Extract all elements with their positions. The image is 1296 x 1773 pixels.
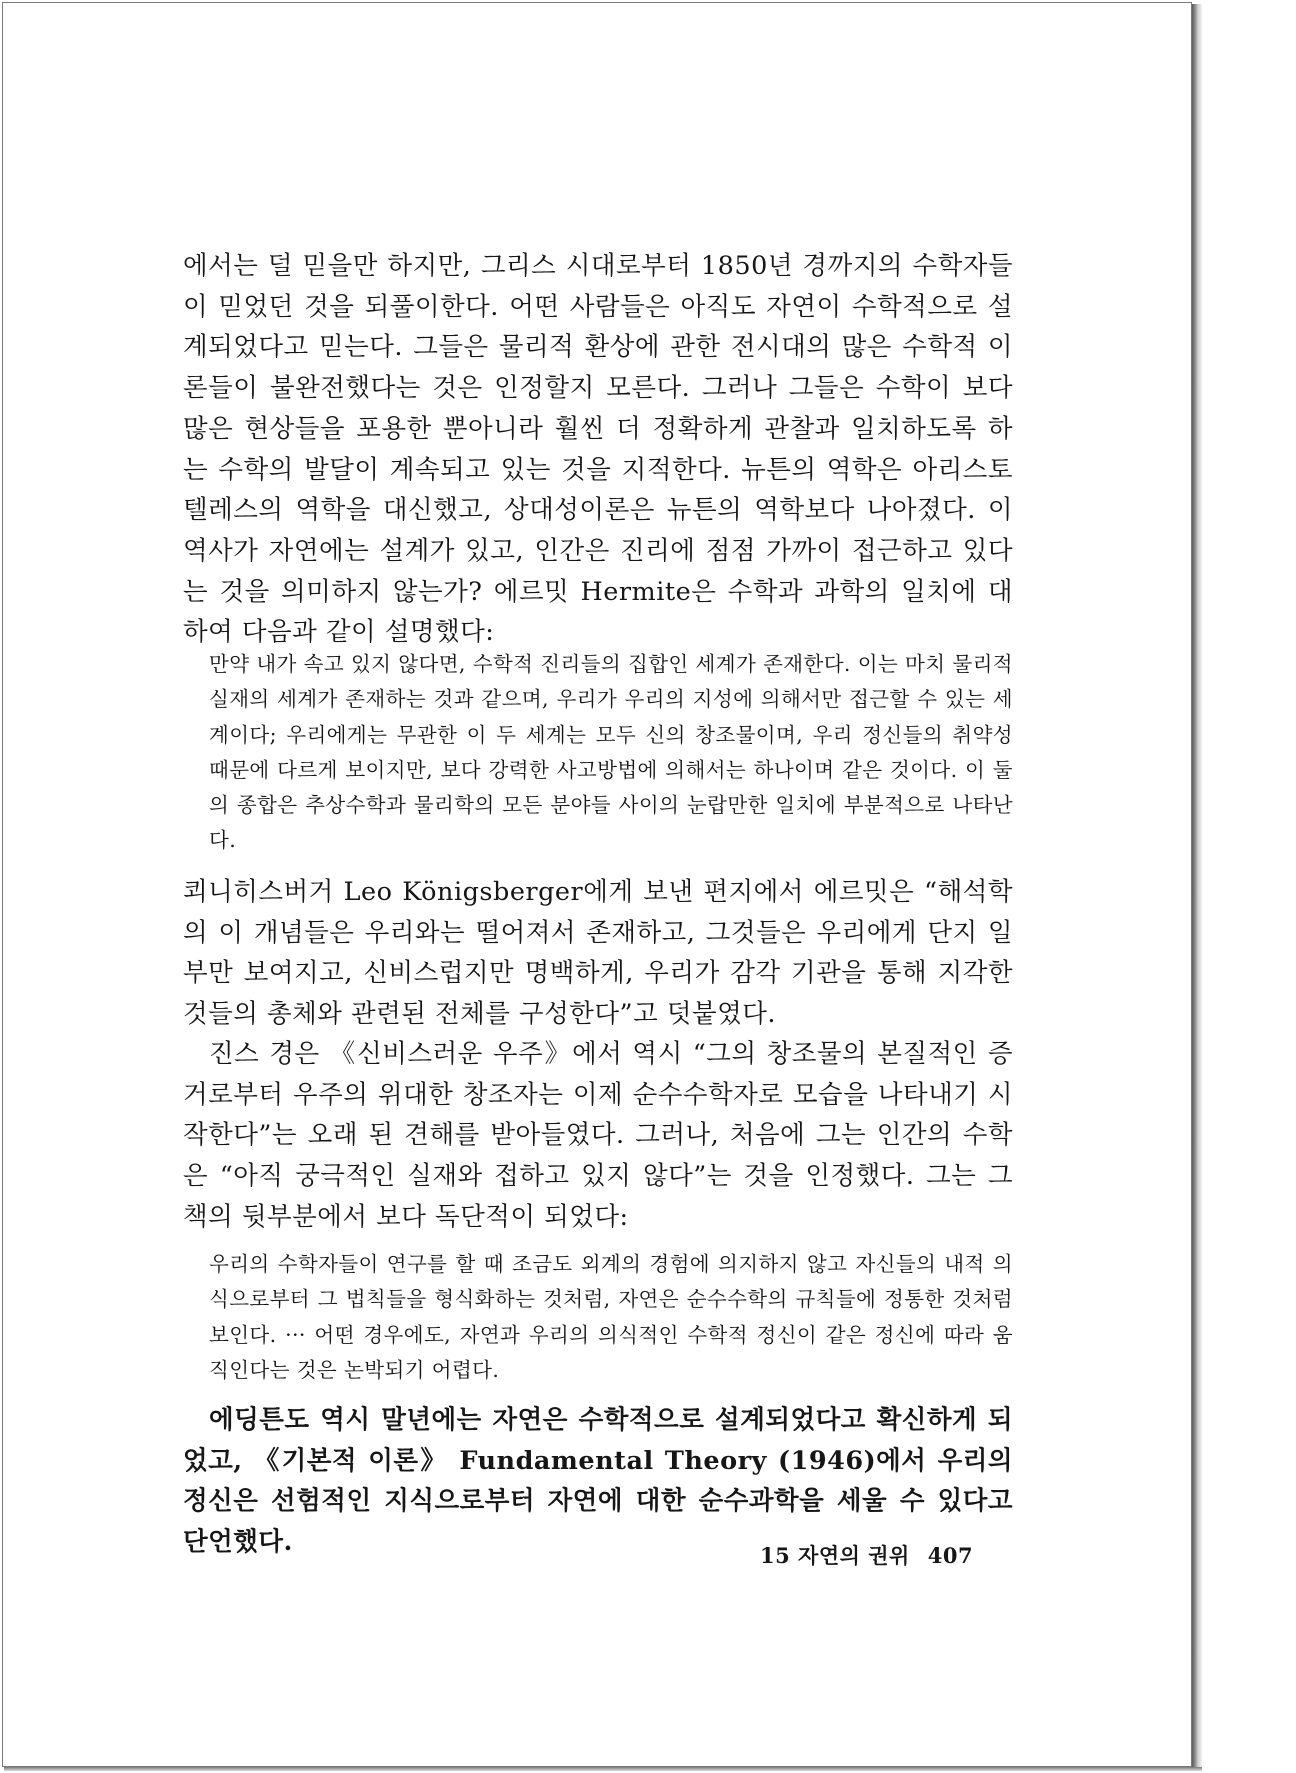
chapter-title: 15 자연의 권위 [760,1543,910,1568]
body-paragraph-1 [183,246,1013,653]
block-quote-hermite [183,647,1013,859]
page-edge-shadow [1192,4,1202,1769]
body-paragraph-3 [183,1034,1013,1238]
page-footer [760,1540,1010,1570]
body-paragraph-2 [183,872,1013,1035]
viewer-gutter [1202,0,1296,1773]
paragraph-text: 쾨니히스버거 Leo Königsberger에게 보낸 편지에서 에르밋은 “해석학의 이 개념들은 우리와는 떨어져서 존재하고, 그것들은 우리에게 단지 일부만 보여지고, 신비스럽지만 명백하게, 우리가 감각 기관을 통해 지각한 것들의 총체와 관련된 전체를 구성한다”고 덧붙였다. [183,877,1013,1030]
block-quote-jeans [183,1247,1013,1388]
quote-text: 우리의 수학자들이 연구를 할 때 조금도 외계의 경험에 의지하지 않고 자신들의 내적 의식으로부터 그 법칙들을 형식화하는 것처럼, 자연은 순수수학의 규칙들에 정통한 것처럼 보인다. ··· 어떤 경우에도, 자연과 우리의 의식적인 수학적 정신이 같은 정신에 따라 움직인다는 것은 논박되기 어렵다. [209,1252,1013,1382]
body-paragraph-4 [183,1400,1013,1563]
paragraph-text: 진스 경은 《신비스러운 우주》에서 역시 “그의 창조물의 본질적인 증거로부터 우주의 위대한 창조자는 이제 순수수학자로 모습을 나타내기 시작한다”는 오래 된 견해를 받아들였다. 그러나, 처음에 그는 인간의 수학은 “아직 궁극적인 실재와 접하고 있지 않다”는 것을 인정했다. 그는 그 책의 뒷부분에서 보다 독단적이 되었다: [183,1039,1013,1232]
paragraph-text: 에딩튼도 역시 말년에는 자연은 수학적으로 설계되었다고 확신하게 되었고, 《기본적 이론》 Fundamental Theory (1946)에서 우리의 정신은 선험적인 지식으로부터 자연에 대한 순수과학을 세울 수 있다고 단언했다. [183,1405,1013,1558]
paragraph-text: 에서는 덜 믿을만 하지만, 그리스 시대로부터 1850년 경까지의 수학자들이 믿었던 것을 되풀이한다. 어떤 사람들은 아직도 자연이 수학적으로 설계되었다고 믿는다. 그들은 물리적 환상에 관한 전시대의 많은 수학적 이론들이 불완전했다는 것은 인정할지 모른다. 그러나 그들은 수학이 보다 많은 현상들을 포용한 뿐아니라 훨씬 더 정확하게 관찰과 일치하도록 하는 수학의 발달이 계속되고 있는 것을 지적한다. 뉴튼의 역학은 아리스토텔레스의 역학을 대신했고, 상대성이론은 뉴튼의 역학보다 나아졌다. 이 역사가 자연에는 설계가 있고, 인간은 진리에 점점 가까이 접근하고 있다는 것을 의미하지 않는가? 에르밋 Hermite은 수학과 과학의 일치에 대하여 다음과 같이 설명했다: [183,251,1013,648]
page-bottom-shadow [4,1767,1202,1771]
page-number: 407 [927,1543,974,1568]
quote-text: 만약 내가 속고 있지 않다면, 수학적 진리들의 집합인 세계가 존재한다. 이는 마치 물리적 실재의 세계가 존재하는 것과 같으며, 우리가 우리의 지성에 의해서만 접근할 수 있는 세계이다; 우리에게는 무관한 이 두 세계는 모두 신의 창조물이며, 우리 정신들의 취약성 때문에 다르게 보이지만, 보다 강력한 사고방법에 의해서는 하나이며 같은 것이다. 이 둘의 종합은 추상수학과 물리학의 모든 분야들 사이의 눈랍만한 일치에 부분적으로 나타난다. [209,652,1013,853]
